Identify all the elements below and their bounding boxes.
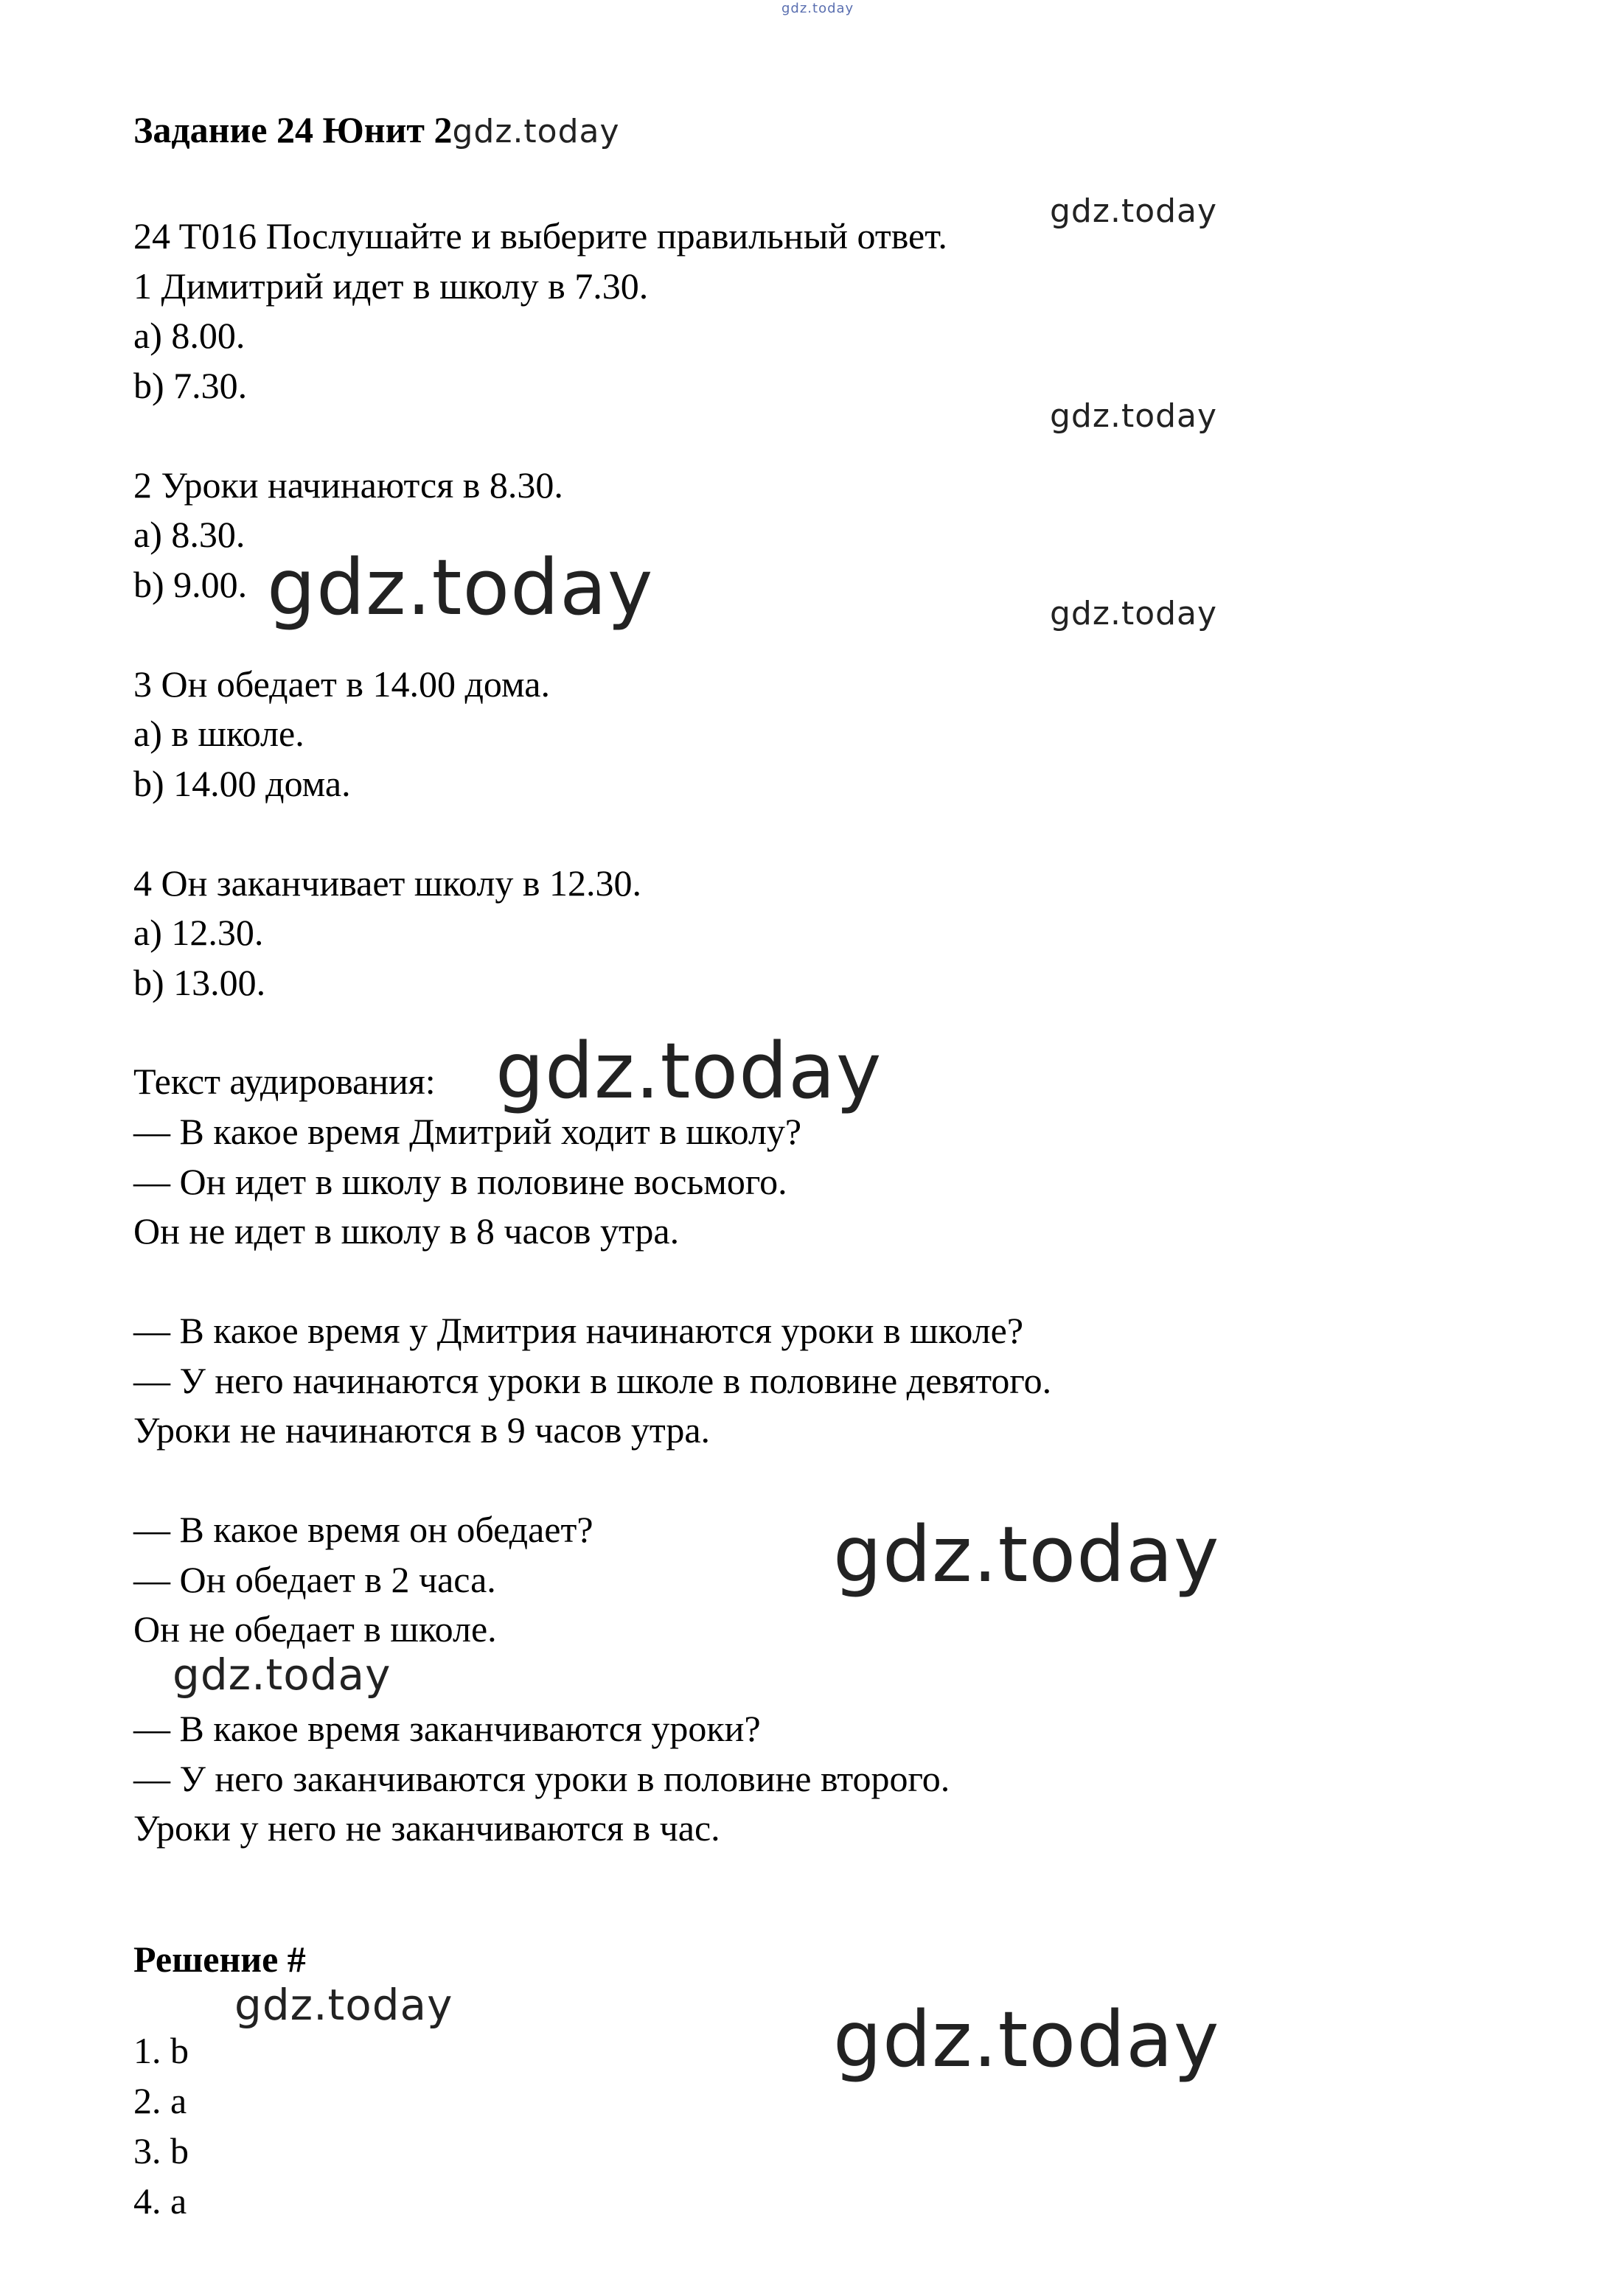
transcript-line: — В какое время заканчиваются уроки? xyxy=(133,1708,761,1749)
transcript-line: — В какое время Дмитрий ходит в школу? xyxy=(133,1111,802,1152)
question-1-option-b: b) 7.30. xyxy=(133,365,248,406)
question-1-option-a: a) 8.00. xyxy=(133,315,246,356)
transcript-line: — Он обедает в 2 часа. xyxy=(133,1559,496,1600)
question-3-option-b: b) 14.00 дома. xyxy=(133,763,351,804)
transcript-line: Он не идет в школу в 8 часов утра. xyxy=(133,1210,680,1252)
question-4-statement: 4 Он заканчивает школу в 12.30. xyxy=(133,862,642,904)
transcript-line: Уроки не начинаются в 9 часов утра. xyxy=(133,1409,711,1451)
watermark: gdz.today xyxy=(833,1995,1220,2084)
transcript-line: — У него начинаются уроки в школе в половине девятого. xyxy=(133,1360,1052,1401)
transcript-line: — Он идет в школу в половине восьмого. xyxy=(133,1161,787,1202)
solution-answer: 2. a xyxy=(133,2080,187,2121)
solution-answer: 4. a xyxy=(133,2180,187,2222)
watermark-top: gdz.today xyxy=(781,1,854,16)
watermark: gdz.today xyxy=(234,1980,453,2030)
transcript-heading: Текст аудирования: xyxy=(133,1061,436,1102)
question-2-option-a: a) 8.30. xyxy=(133,514,246,555)
question-3-statement: 3 Он обедает в 14.00 дома. xyxy=(133,663,550,705)
question-4-option-b: b) 13.00. xyxy=(133,962,266,1003)
question-1-statement: 1 Димитрий идет в школу в 7.30. xyxy=(133,265,649,307)
question-2-statement: 2 Уроки начинаются в 8.30. xyxy=(133,464,563,506)
watermark-title: gdz.today xyxy=(452,113,620,150)
question-4-option-a: a) 12.30. xyxy=(133,912,264,953)
question-3-option-a: a) в школе. xyxy=(133,713,304,754)
transcript-line: — В какое время у Дмитрия начинаются уроки в школе? xyxy=(133,1310,1024,1351)
watermark: gdz.today xyxy=(173,1650,391,1700)
task-instruction: 24 T016 Послушайте и выберите правильный ответ. xyxy=(133,215,947,257)
watermark: gdz.today xyxy=(833,1510,1220,1599)
watermark: gdz.today xyxy=(1050,192,1218,230)
transcript-line: Уроки у него не заканчиваются в час. xyxy=(133,1807,720,1849)
page-title: Задание 24 Юнит 2gdz.today xyxy=(133,109,620,150)
watermark: gdz.today xyxy=(1050,397,1218,435)
watermark: gdz.today xyxy=(1050,595,1218,632)
solution-heading: Решение # xyxy=(133,1939,306,1980)
watermark: gdz.today xyxy=(495,1026,882,1116)
solution-answer: 3. b xyxy=(133,2130,189,2171)
solution-answer: 1. b xyxy=(133,2030,189,2071)
watermark: gdz.today xyxy=(267,542,654,632)
question-2-option-b: b) 9.00. xyxy=(133,564,248,605)
transcript-line: — В какое время он обедает? xyxy=(133,1509,593,1550)
transcript-line: Он не обедает в школе. xyxy=(133,1608,497,1650)
transcript-line: — У него заканчиваются уроки в половине второго. xyxy=(133,1758,950,1799)
